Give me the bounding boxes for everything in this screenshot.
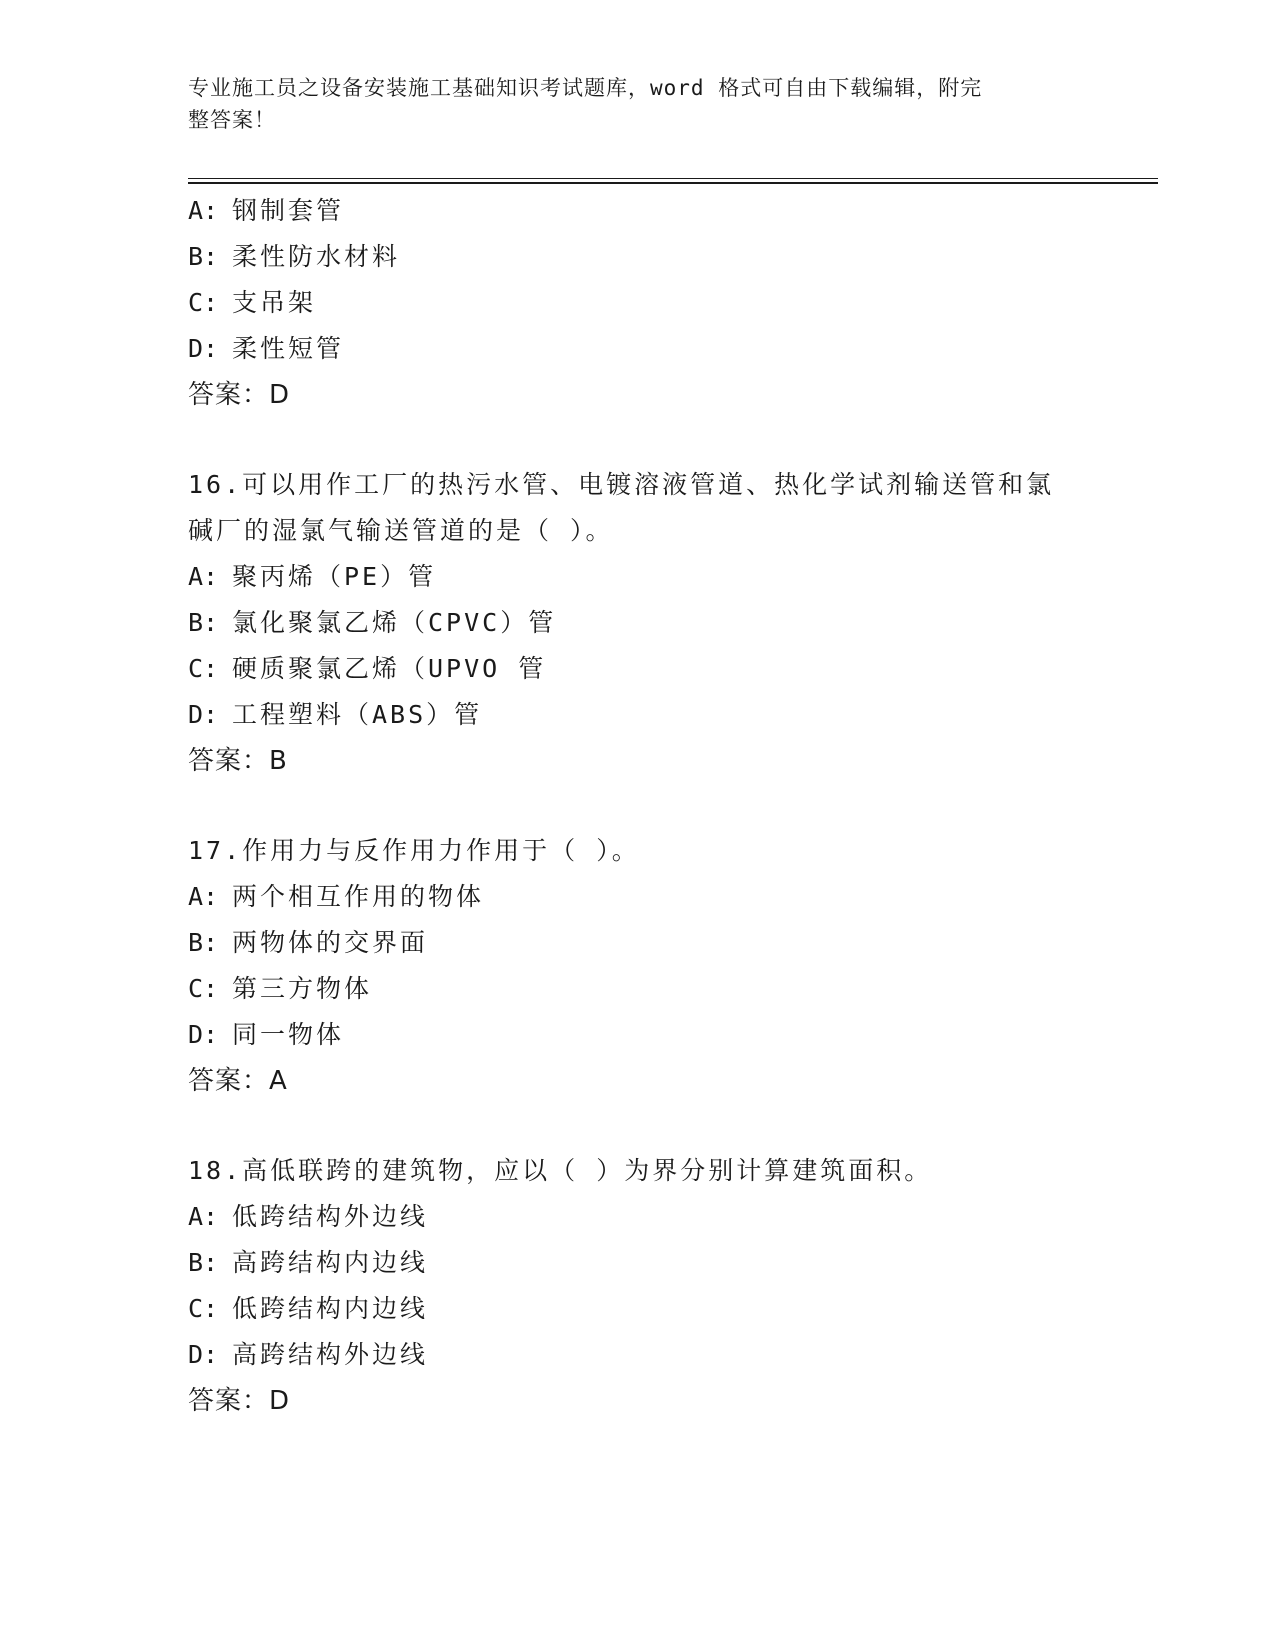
- option-c: C: 支吊架: [188, 288, 317, 317]
- question-stem-line: 18.高低联跨的建筑物，应以（ ）为界分别计算建筑面积。: [188, 1156, 933, 1185]
- answer-line: 答案：B: [188, 746, 288, 776]
- option-b: B: 柔性防水材料: [188, 242, 401, 271]
- header-divider-thick: [188, 182, 1158, 184]
- document-header: [188, 72, 1068, 136]
- question-stem-line: 碱厂的湿氯气输送管道的是（ ）。: [188, 516, 614, 545]
- header-divider-thin: [188, 178, 1158, 179]
- option-d: D: 柔性短管: [188, 334, 345, 363]
- header-line-1: 专业施工员之设备安装施工基础知识考试题库，word 格式可自由下载编辑，附完: [188, 76, 983, 100]
- question-stem-line: 16.可以用作工厂的热污水管、电镀溶液管道、热化学试剂输送管和氯: [188, 470, 1055, 499]
- header-line-2: 整答案！: [188, 108, 276, 132]
- option-c: C: 硬质聚氯乙烯（UPVO 管: [188, 654, 547, 683]
- question-block-18: [188, 1148, 1088, 1424]
- option-d: D: 高跨结构外边线: [188, 1340, 429, 1369]
- option-c: C: 低跨结构内边线: [188, 1294, 429, 1323]
- question-block-16: [188, 462, 1088, 784]
- answer-line: 答案：A: [188, 1066, 288, 1096]
- option-b: B: 氯化聚氯乙烯（CPVC）管: [188, 608, 557, 637]
- question-list: [188, 188, 1088, 1424]
- question-stem-line: 17.作用力与反作用力作用于（ ）。: [188, 836, 640, 865]
- option-a: A: 钢制套管: [188, 196, 345, 225]
- option-b: B: 高跨结构内边线: [188, 1248, 429, 1277]
- option-d: D: 同一物体: [188, 1020, 345, 1049]
- option-b: B: 两物体的交界面: [188, 928, 429, 957]
- option-a: A: 两个相互作用的物体: [188, 882, 485, 911]
- question-block-17: [188, 828, 1088, 1104]
- answer-line: 答案：D: [188, 1386, 291, 1416]
- answer-line: 答案：D: [188, 380, 291, 410]
- question-block-15: [188, 188, 1088, 418]
- option-a: A: 聚丙烯（PE）管: [188, 562, 437, 591]
- option-d: D: 工程塑料（ABS）管: [188, 700, 483, 729]
- option-a: A: 低跨结构外边线: [188, 1202, 429, 1231]
- option-c: C: 第三方物体: [188, 974, 373, 1003]
